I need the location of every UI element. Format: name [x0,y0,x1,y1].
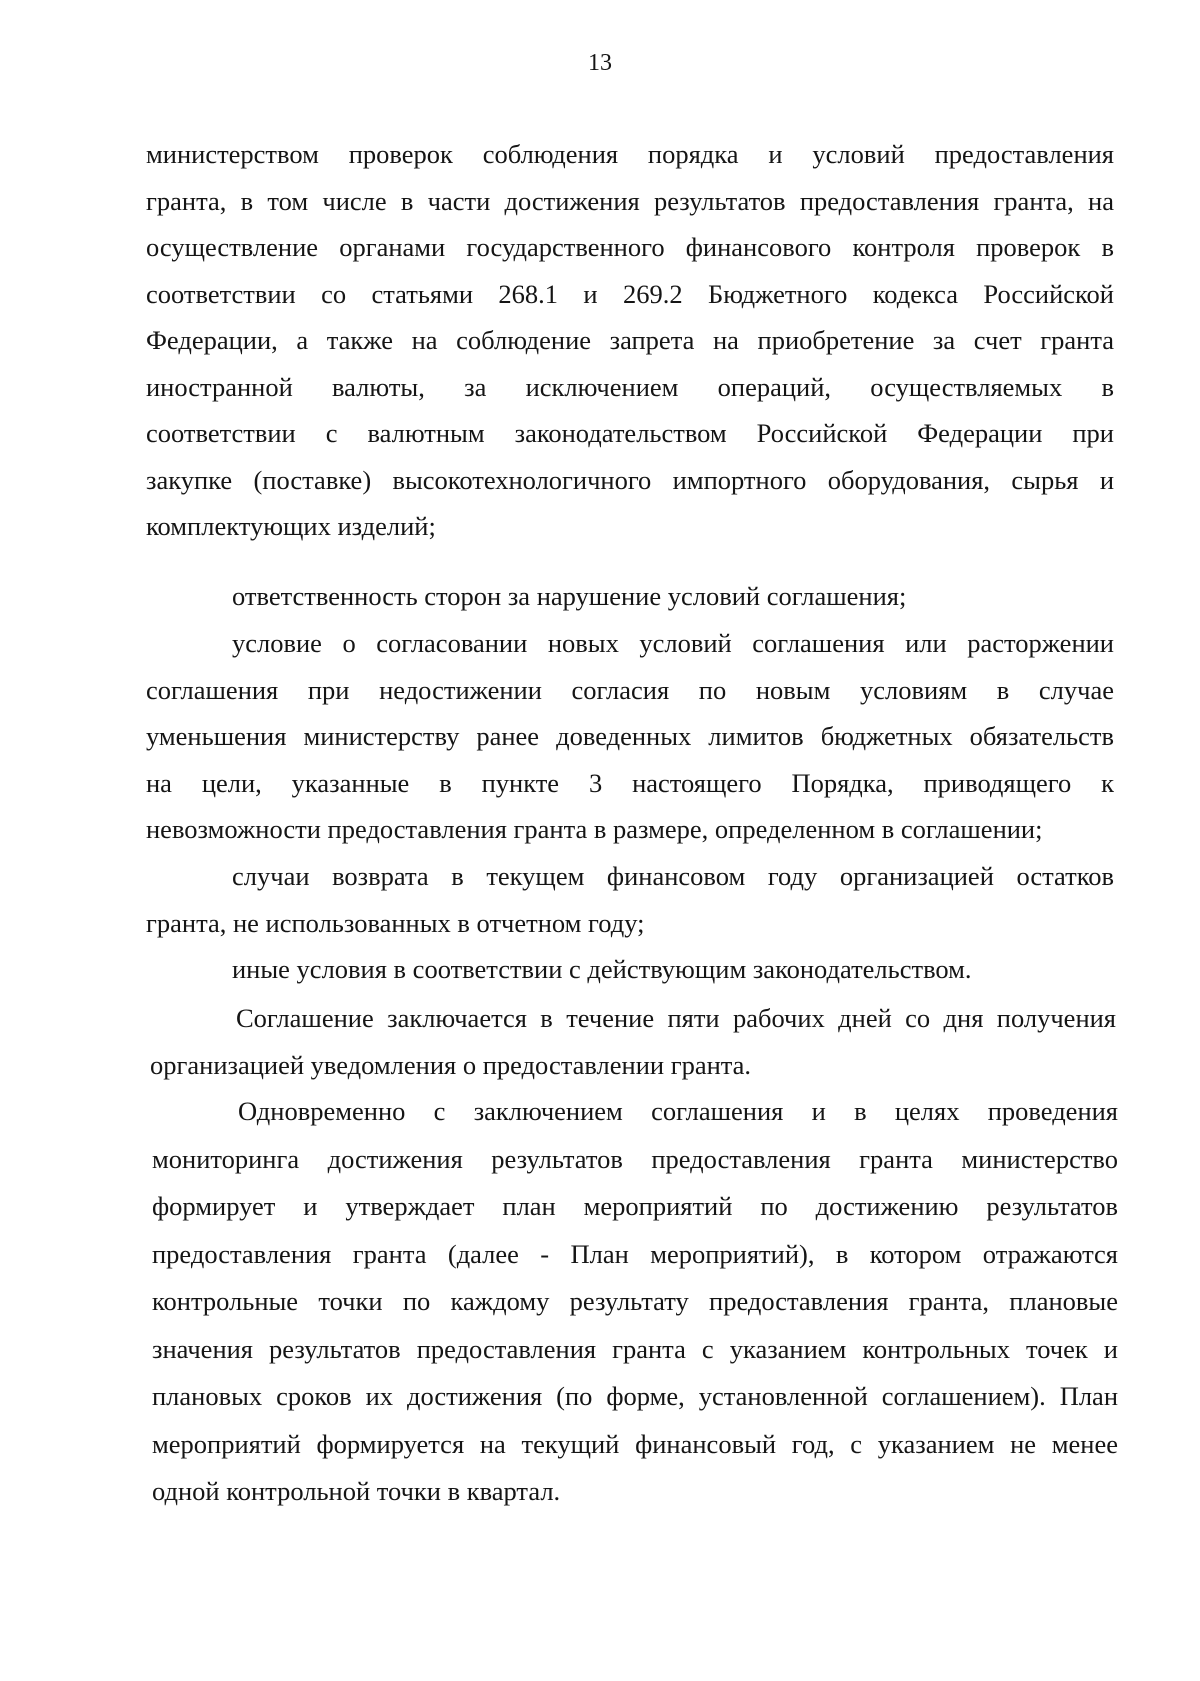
text-line: плановых сроков их достижения (по форме, установленной соглашением). План [152,1381,1118,1411]
text-line: закупке (поставке) высокотехнологичного импортного оборудования, сырья и [146,464,1114,495]
text-line: мероприятий формируется на текущий финансовый год, с указанием не менее [152,1428,1118,1459]
paragraph-agreement-term [150,995,1116,1088]
text-line: соответствии с валютным законодательством Российской Федерации при [146,418,1114,448]
text-line: мониторинга достижения результатов предоставления гранта министерство [152,1143,1118,1174]
text-line: значения результатов предоставления гранта с указанием контрольных точек и [152,1333,1118,1364]
text-line: условие о согласовании новых условий соглашения или расторжении [232,628,1114,658]
paragraph-other-conditions [146,946,1114,993]
text-line: одной контрольной точки в квартал. [152,1476,561,1506]
text-line: невозможности предоставления гранта в размере, определенном в соглашении; [146,814,1043,844]
text-line: Соглашение заключается в течение пяти рабочих дней со дня получения [236,1003,1116,1033]
text-line: уменьшения министерству ранее доведенных лимитов бюджетных обязательств [146,721,1114,751]
text-line: ответственность сторон за нарушение условий соглашения; [232,581,907,611]
text-line: Федерации, а также на соблюдение запрета на приобретение за счет гранта [146,325,1114,355]
text-line: Одновременно с заключением соглашения и в целях проведения [238,1096,1118,1126]
paragraph-agreement-renegotiation [146,620,1114,853]
text-line: гранта, не использованных в отчетном году; [146,907,645,938]
text-line: контрольные точки по каждому результату предоставления гранта, плановые [152,1286,1118,1316]
text-line: организацией уведомления о предоставлении гранта. [150,1049,752,1080]
paragraph-grant-inspection-consent [146,131,1114,550]
paragraph-refund-cases [146,853,1114,946]
text-line: иностранной валюты, за исключением операций, осуществляемых в [146,371,1114,402]
text-line: министерством проверок соблюдения порядка и условий предоставления [146,139,1114,169]
text-line: на цели, указанные в пункте 3 настоящего Порядка, приводящего к [146,767,1114,798]
paragraph-party-responsibility [146,573,1114,620]
text-line: осуществление органами государственного финансового контроля проверок в [146,232,1114,262]
text-line: гранта, в том числе в части достижения результатов предоставления гранта, на [146,185,1114,216]
paragraph-action-plan [152,1088,1118,1516]
text-line: случаи возврата в текущем финансовом году организацией остатков [232,861,1114,891]
text-line: иные условия в соответствии с действующим законодательством. [232,954,972,984]
text-line: предоставления гранта (далее - План мероприятий), в котором отражаются [152,1238,1118,1269]
text-line: комплектующих изделий; [146,511,436,541]
page-number: 13 [588,50,612,76]
text-line: соглашения при недостижении согласия по новым условиям в случае [146,674,1114,705]
text-line: соответствии со статьями 268.1 и 269.2 Бюджетного кодекса Российской [146,278,1114,309]
text-line: формирует и утверждает план мероприятий по достижению результатов [152,1191,1118,1221]
